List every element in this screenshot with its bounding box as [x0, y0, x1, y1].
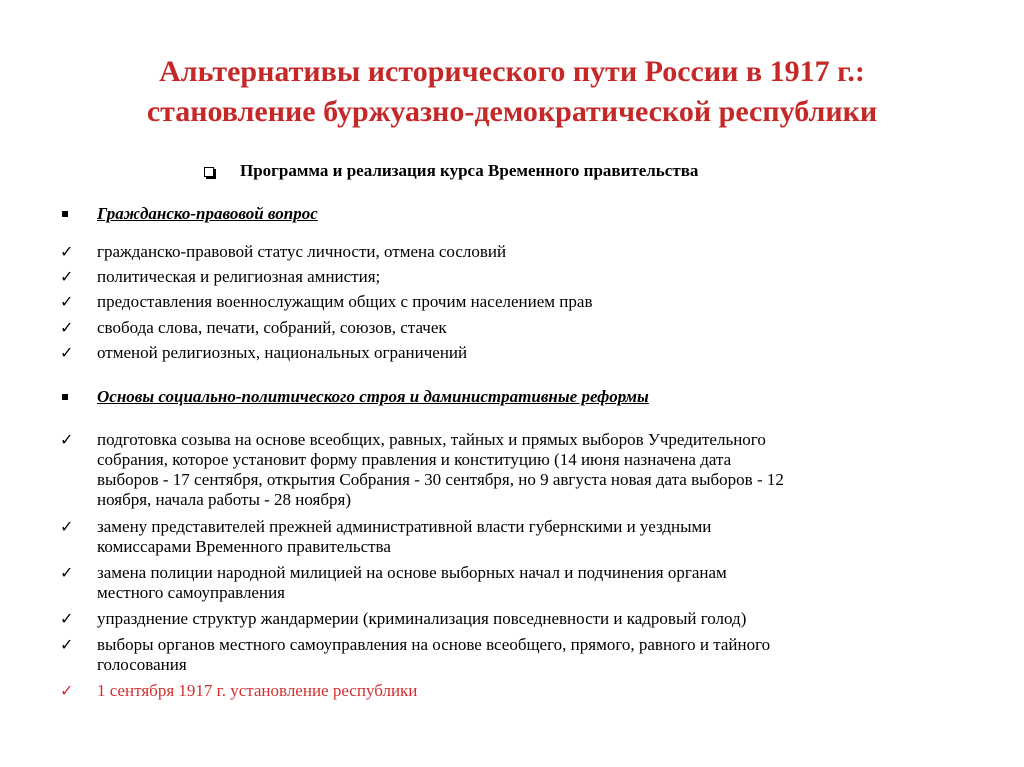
list-item-text: комиссарами Временного правительства: [97, 537, 391, 556]
list-item-text: замену представителей прежней административной власти губернскими и уездными: [97, 517, 712, 536]
list-item-text: свобода слова, печати, собраний, союзов, стачек: [97, 318, 447, 337]
square-bullet-icon: [62, 211, 68, 217]
checkmark-icon: ✓: [60, 343, 74, 362]
checkmark-icon: ✓: [60, 292, 74, 311]
title-line-1: Альтернативы исторического пути России в 1917 г.:: [159, 55, 865, 88]
slide-title: [0, 52, 1024, 132]
list-item-text: выборы органов местного самоуправления на основе всеобщего, прямого, равного и тайного: [97, 635, 771, 654]
list-item-text: политическая и религиозная амнистия;: [97, 267, 381, 286]
square-bullet-icon: [62, 394, 68, 400]
checkmark-icon: ✓: [60, 635, 74, 654]
checkmark-icon: ✓: [60, 318, 74, 337]
checkmark-icon: ✓: [60, 430, 74, 449]
list-item-text: замена полиции народной милицией на основе выборных начал и подчинения органам: [97, 563, 727, 582]
section-heading-text: Гражданско-правовой вопрос: [97, 204, 318, 223]
list-item-text: упразднение структур жандармерии (криминализация повседневности и кадровый голод): [97, 609, 747, 628]
checkbox-bullet-icon: [204, 167, 214, 177]
title-line-2: становление буржуазно-демократической республики: [146, 95, 878, 128]
list-item-text: 1 сентября 1917 г. установление республики: [97, 681, 418, 700]
checkmark-icon: ✓: [60, 681, 74, 700]
program-heading: [204, 160, 698, 182]
list-item-text: местного самоуправления: [97, 583, 285, 602]
checkmark-icon: ✓: [60, 563, 74, 582]
list-item-text: отменой религиозных, национальных ограничений: [97, 343, 468, 362]
list-item-text: предоставления военнослужащим общих с прочим населением прав: [97, 292, 593, 311]
list-item-text: голосования: [97, 655, 187, 674]
checkmark-icon: ✓: [60, 609, 74, 628]
list-item-text: выборов - 17 сентября, открытия Собрания - 30 сентября, но 9 августа новая дата выборов - 12: [97, 470, 784, 489]
section-heading-text: Основы социально-политического строя и дaминистративные реформы: [97, 387, 649, 406]
list-item-text: ноября, начала работы - 28 ноября): [97, 490, 352, 509]
list-item-text: гражданско-правовой статус личности, отмена сословий: [97, 242, 507, 261]
list-item-text: подготовка созыва на основе всеобщих, равных, тайных и прямых выборов Учредительного: [97, 430, 766, 449]
list-item-text: собрания, которое установит форму правления и конституцию (14 июня назначена дата: [97, 450, 732, 469]
checkmark-icon: ✓: [60, 267, 74, 286]
program-heading-text: Программа и реализация курса Временного правительства: [240, 161, 699, 180]
checkmark-icon: ✓: [60, 517, 74, 536]
checkmark-icon: ✓: [60, 242, 74, 261]
